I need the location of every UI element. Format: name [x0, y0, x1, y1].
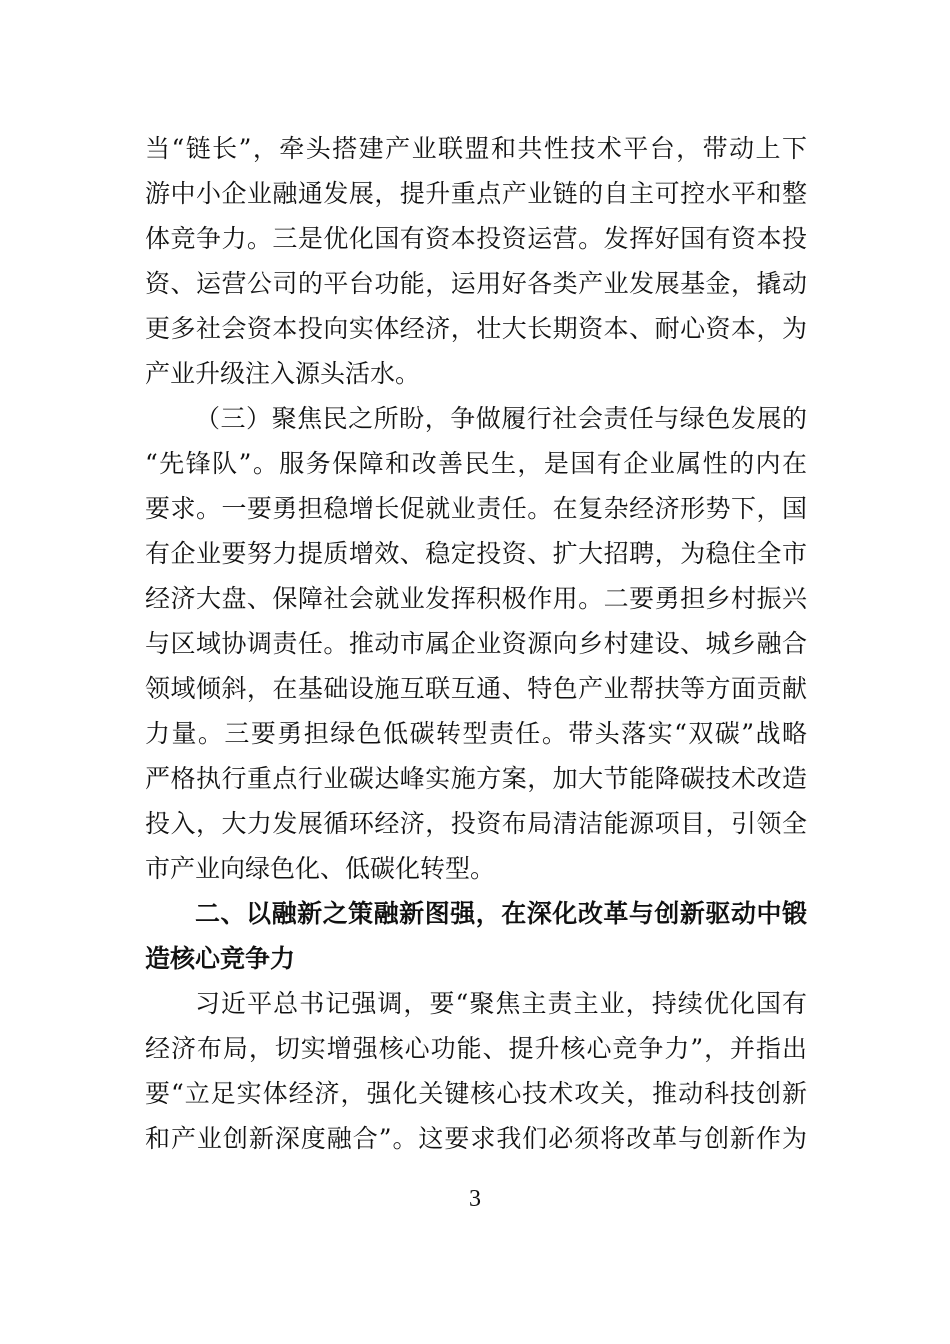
document-body: [145, 126, 807, 1161]
text-line: （三）聚焦民之所盼，争做履行社会责任与绿色发展的: [195, 404, 807, 433]
text-line: 资、运营公司的平台功能，运用好各类产业发展基金，撬动: [145, 269, 807, 298]
text-line: 领域倾斜，在基础设施互联互通、特色产业帮扶等方面贡献: [145, 674, 807, 703]
text-line: 力量。三要勇担绿色低碳转型责任。带头落实“双碳”战略: [145, 719, 807, 748]
text-line: 要求。一要勇担稳增长促就业责任。在复杂经济形势下，国: [145, 494, 807, 523]
text-line: 习近平总书记强调，要“聚焦主责主业，持续优化国有: [195, 989, 807, 1018]
text-line: 体竞争力。三是优化国有资本投资运营。发挥好国有资本投: [145, 224, 807, 253]
text-line: 更多社会资本投向实体经济，壮大长期资本、耐心资本，为: [145, 314, 807, 343]
text-line: “先锋队”。服务保障和改善民生，是国有企业属性的内在: [145, 449, 807, 478]
text-line: 市产业向绿色化、低碳化转型。: [145, 854, 496, 883]
text-line: 经济大盘、保障社会就业发挥积极作用。二要勇担乡村振兴: [145, 584, 807, 613]
text-line: 有企业要努力提质增效、稳定投资、扩大招聘，为稳住全市: [145, 539, 807, 568]
page-number: 3: [469, 1186, 481, 1212]
paragraph-section-three: [145, 396, 807, 891]
paragraph-continued: [145, 126, 807, 396]
paragraph-intro: [145, 981, 807, 1161]
text-line: 经济布局，切实增强核心功能、提升核心竞争力”，并指出: [145, 1034, 807, 1063]
text-line: 与区域协调责任。推动市属企业资源向乡村建设、城乡融合: [145, 629, 807, 658]
text-line: 当“链长”，牵头搭建产业联盟和共性技术平台，带动上下: [145, 134, 807, 163]
section-heading: [145, 891, 807, 981]
text-line: 和产业创新深度融合”。这要求我们必须将改革与创新作为: [145, 1124, 807, 1153]
text-line: 游中小企业融通发展，提升重点产业链的自主可控水平和整: [145, 179, 807, 208]
text-line: 投入，大力发展循环经济，投资布局清洁能源项目，引领全: [145, 809, 807, 838]
text-line: 严格执行重点行业碳达峰实施方案，加大节能降碳技术改造: [145, 764, 807, 793]
text-line: 要“立足实体经济，强化关键核心技术攻关，推动科技创新: [145, 1079, 807, 1108]
text-line: 二、以融新之策融新图强，在深化改革与创新驱动中锻: [195, 899, 807, 928]
text-line: 产业升级注入源头活水。: [145, 359, 421, 388]
text-line: 造核心竞争力: [145, 944, 296, 973]
